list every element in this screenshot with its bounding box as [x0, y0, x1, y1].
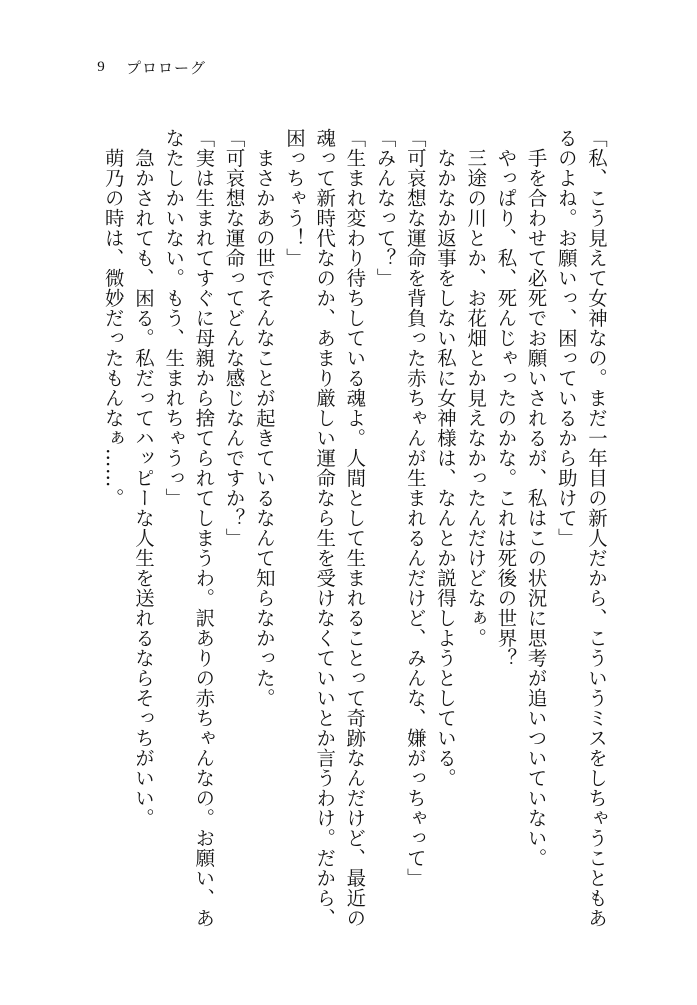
text-line: 急かされても、困る。私だってハッピーな人生を送れるならそっちがいい。: [131, 128, 155, 828]
text-line: 「みんなって？」: [373, 128, 397, 288]
text-line: 「可哀想な運命ってどんな感じなんですか？」: [222, 128, 246, 548]
running-header: [76, 56, 206, 78]
text-line: 「私、こう見えて女神なの。まだ一年目の新人だから、こういうミスをしちゃうこともあ: [585, 128, 608, 928]
text-line: 手を合わせて必死でお願いされるが、私はこの状況に思考が追いついていない。: [524, 128, 548, 868]
text-line: 困っちゃう！」: [282, 128, 306, 268]
text-line: るのよね。お願いっ、困っているから助けて」: [554, 128, 578, 548]
vertical-body-text: [51, 128, 611, 968]
text-line: まさかあの世でそんなことが起きているなんて知らなかった。: [252, 128, 276, 708]
text-line: なたしかいない。もう、生まれちゃうっ」: [162, 128, 186, 508]
text-line: 「実は生まれてすぐに母親から捨てられてしまうわ。訳ありの赤ちゃんなの。お願い、あ: [192, 128, 216, 928]
page-number: 9: [97, 58, 105, 75]
chapter-title: プロローグ: [126, 58, 207, 77]
text-line: やっぱり、私、死んじゃったのかな。これは死後の世界？: [494, 128, 518, 668]
text-line: 「可哀想な運命を背負った赤ちゃんが生まれるんだけど、みんな、嫌がっちゃって」: [403, 128, 427, 888]
text-line: 「生まれ変わり待ちしている魂よ。人間として生まれることって奇跡なんだけど、最近の: [343, 128, 367, 928]
text-line: 萌乃の時は、微妙だったもんなぁ……。: [101, 128, 125, 508]
text-line: 魂って新時代なのか、あまり厳しい運命なら生を受けなくていいとか言うわけ。だから、: [313, 128, 337, 928]
text-line: 三途の川とか、お花畑とか見えなかったんだけどなぁ。: [464, 128, 488, 648]
text-line: なかなか返事をしない私に女神様は、なんとか説得しようとしている。: [433, 128, 457, 788]
